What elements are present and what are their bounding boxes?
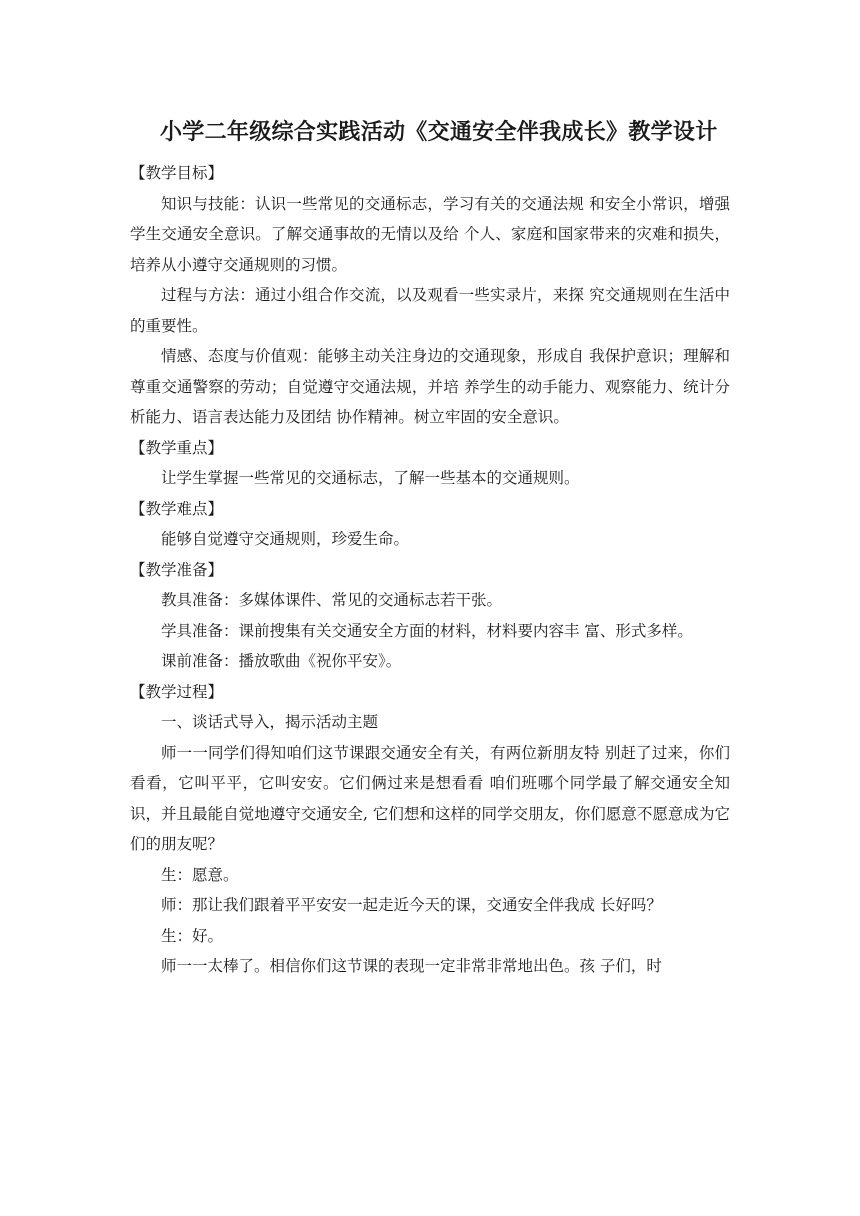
paragraph-pre-class: 课前准备：播放歌曲《祝你平安》。: [161, 652, 402, 670]
document-title: 小学二年级综合实践活动《交通安全伴我成长》教学设计: [160, 119, 718, 145]
paragraph-process-methods: 过程与方法：通过小组合作交流，以及观看一些实录片，来探 究交通规则在生活中的重要性。: [130, 286, 730, 335]
paragraph-knowledge-skills: 知识与技能：认识一些常见的交通标志，学习有关的交通法规 和安全小常识，增强学生交通安全意识。了解交通事故的无情以及给 个人、家庭和国家带来的灾难和损失，培养从小遵守交通规则的习惯。: [130, 194, 730, 274]
section-heading-key-points: 【教学重点】: [130, 438, 224, 457]
paragraph-teacher-question: 师：那让我们跟着平平安安一起走近今天的课，交通安全伴我成 长好吗？: [161, 896, 662, 914]
paragraph-teacher-praise: 师一一太棒了。相信你们这节课的表现一定非常非常地出色。孩 子们，时: [161, 957, 662, 975]
document-body: [130, 158, 730, 982]
paragraph-teacher-materials: 教具准备：多媒体课件、常见的交通标志若干张。: [161, 591, 503, 609]
section-heading-preparation: 【教学准备】: [130, 560, 224, 579]
section-heading-objectives: 【教学目标】: [130, 164, 224, 182]
paragraph-student-reply-2: 生：好。: [161, 926, 224, 945]
section-heading-process: 【教学过程】: [130, 682, 224, 701]
paragraph-emotion-values: 情感、态度与价值观：能够主动关注身边的交通现象，形成自 我保护意识；理解和尊重交通警察的劳动；自觉遵守交通法规，并培 养学生的动手能力、观察能力、统计分析能力、语言表达能力及团结 协作精神。树立牢固的安全意识。: [130, 347, 730, 426]
paragraph-key-points: 让学生掌握一些常见的交通标志，了解一些基本的交通规则。: [161, 469, 580, 487]
paragraph-student-materials: 学具准备：课前搜集有关交通安全方面的材料，材料要内容丰 富、形式多样。: [161, 621, 693, 640]
paragraph-difficulties: 能够自觉遵守交通规则，珍爱生命。: [161, 530, 410, 548]
section-heading-difficulties: 【教学难点】: [130, 499, 224, 518]
paragraph-teacher-intro: 师一一同学们得知咱们这节课跟交通安全有关，有两位新朋友特 别赶了过来，你们看看，它叫平平，它叫安安。它们俩过来是想看看 咱们班哪个同学最了解交通安全知识，并且最能自觉地遵守交通安全, 它们想和这样的同学交朋友，你们愿意不愿意成为它们的朋友呢？: [130, 743, 730, 853]
paragraph-step-one-title: 一、谈话式导入，揭示活动主题: [161, 713, 379, 731]
paragraph-student-reply-1: 生：愿意。: [161, 865, 239, 884]
